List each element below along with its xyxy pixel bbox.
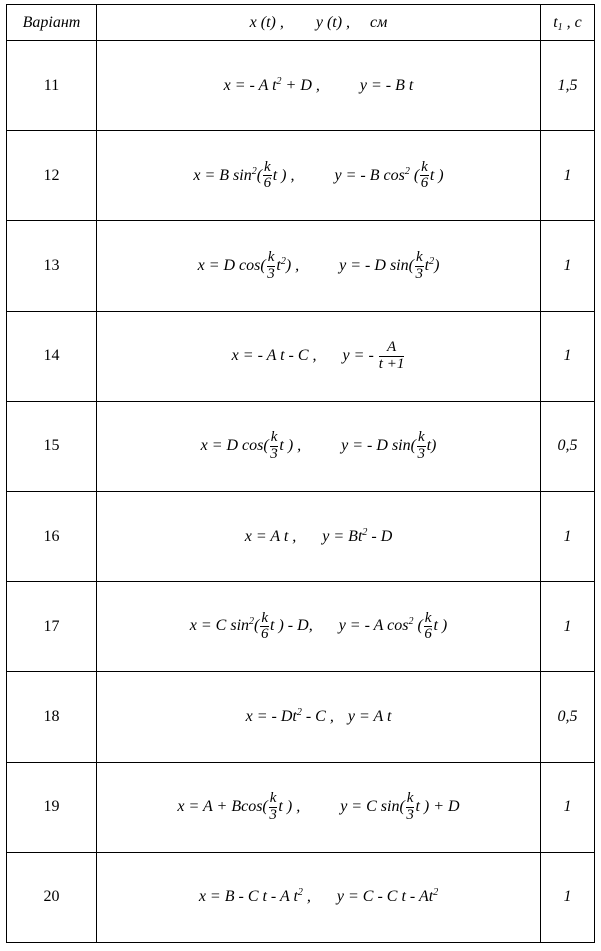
row-formula bbox=[97, 41, 541, 131]
table-row bbox=[7, 672, 595, 762]
row-number: 12 bbox=[7, 131, 97, 221]
row-t1: 1 bbox=[541, 311, 595, 401]
row-number: 18 bbox=[7, 672, 97, 762]
formula-y: y = - B $\cos^2$ ( $\frac{k}{6}$ t ) bbox=[334, 158, 444, 192]
table-row bbox=[7, 492, 595, 582]
row-t1: 1 bbox=[541, 852, 595, 942]
row-t1: 1 bbox=[541, 492, 595, 582]
header-functions-label: x (t) , y (t) , см bbox=[249, 13, 388, 31]
formula-y: y = - B t bbox=[359, 76, 414, 94]
table-row bbox=[7, 852, 595, 942]
table-row bbox=[7, 582, 595, 672]
formula-y: y = A t bbox=[347, 707, 392, 725]
header-t1 bbox=[541, 5, 595, 41]
formula-y: y = - A $\cos^2$ ( $\frac{k}{6}$ t ) bbox=[338, 609, 448, 643]
row-t1: 1 bbox=[541, 762, 595, 852]
row-number: 16 bbox=[7, 492, 97, 582]
row-formula bbox=[97, 672, 541, 762]
row-t1: 1 bbox=[541, 221, 595, 311]
variants-table bbox=[6, 4, 595, 943]
row-formula bbox=[97, 401, 541, 491]
formula-x: x = A t , bbox=[244, 527, 297, 545]
header-t1-unit: , с bbox=[566, 13, 582, 31]
row-number: 14 bbox=[7, 311, 97, 401]
table-row bbox=[7, 401, 595, 491]
formula-x: x = D cos( $\frac{k}{3}$ $t^2$) , bbox=[197, 248, 300, 282]
row-formula bbox=[97, 582, 541, 672]
row-formula bbox=[97, 762, 541, 852]
row-t1: 0,5 bbox=[541, 672, 595, 762]
row-t1: 1 bbox=[541, 582, 595, 672]
header-row bbox=[7, 5, 595, 41]
row-formula bbox=[97, 492, 541, 582]
formula-x: x = - Dt$^2$ - C , bbox=[245, 706, 334, 725]
formula-y: $y = Bt^2 - D$ bbox=[322, 526, 393, 545]
row-number: 20 bbox=[7, 852, 97, 942]
header-variant: Варіант bbox=[7, 5, 97, 41]
row-formula bbox=[97, 131, 541, 221]
row-t1: 1 bbox=[541, 131, 595, 221]
formula-y: y = - $\frac{A}{t +1}$ bbox=[342, 338, 405, 372]
row-number: 11 bbox=[7, 41, 97, 131]
formula-y: y = - D sin( $\frac{k}{3}$ $t^2$) bbox=[339, 248, 440, 282]
header-functions bbox=[97, 5, 541, 41]
table-row bbox=[7, 41, 595, 131]
formula-y: y = C sin( $\frac{k}{3}$ t ) + D bbox=[340, 789, 460, 823]
row-number: 15 bbox=[7, 401, 97, 491]
row-t1: 1,5 bbox=[541, 41, 595, 131]
formula-x: x = - A t - C , bbox=[231, 346, 317, 364]
formula-y: y = - D sin( $\frac{k}{3}$ t) bbox=[341, 429, 437, 462]
row-formula bbox=[97, 311, 541, 401]
formula-x: x = - A $t^2 + D$ , bbox=[223, 75, 320, 94]
row-number: 17 bbox=[7, 582, 97, 672]
table-row bbox=[7, 131, 595, 221]
table-row bbox=[7, 221, 595, 311]
header-t1-subscript: 1 bbox=[557, 21, 563, 33]
formula-y: y = C - C t - At$^2$ bbox=[336, 887, 439, 906]
formula-x: x = B - C t - A $t^2$ , bbox=[198, 887, 311, 906]
row-number: 13 bbox=[7, 221, 97, 311]
row-formula bbox=[97, 852, 541, 942]
formula-x: x = B $\sin^2$( $\frac{k}{6}$ t ) , bbox=[193, 158, 295, 192]
row-formula bbox=[97, 221, 541, 311]
row-number: 19 bbox=[7, 762, 97, 852]
row-t1: 0,5 bbox=[541, 401, 595, 491]
table-row bbox=[7, 762, 595, 852]
header-t1-symbol: t bbox=[553, 13, 558, 31]
formula-x: x = A + Bcos( $\frac{k}{3}$ t ) , bbox=[177, 789, 301, 823]
table-row bbox=[7, 311, 595, 401]
formula-x: x = C $\sin^2$( $\frac{k}{6}$ t ) - D, bbox=[189, 609, 313, 643]
formula-x: x = D cos( $\frac{k}{3}$ t ) , bbox=[200, 429, 302, 462]
